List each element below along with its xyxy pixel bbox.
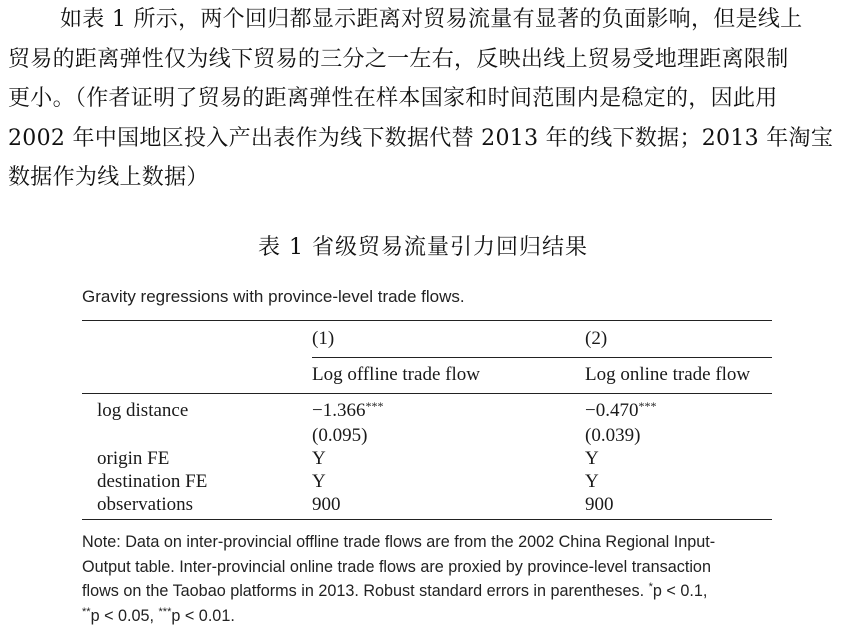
note-line: Output table. Inter-provincial online trade flows are proxied by province-level transaction — [82, 557, 711, 576]
note-line — [82, 579, 782, 604]
column-header-1: Log offline trade flow — [312, 364, 480, 385]
coefficient-value: −0.470 — [585, 400, 639, 421]
significance-marker: ** — [82, 605, 91, 618]
column-header-2: Log online trade flow — [585, 364, 751, 385]
standard-error: (0.095) — [312, 425, 368, 446]
column-header-rule — [312, 357, 772, 358]
body-paragraph — [8, 0, 842, 198]
paragraph-line: 如表 1 所示，两个回归都显示距离对贸易流量有显著的负面影响，但是线上 — [60, 7, 803, 32]
paragraph-line: 更小。（作者证明了贸易的距离弹性在样本国家和时间范围内是稳定的，因此用 — [8, 86, 778, 111]
row-label: log distance — [97, 400, 189, 421]
note-text: p < 0.05, — [90, 606, 159, 625]
table-cell: Y — [312, 448, 326, 469]
table-cell: Y — [312, 471, 326, 492]
coefficient-value: −1.366 — [312, 400, 366, 421]
paragraph-line: 贸易的距离弹性仅为线下贸易的三分之一左右，反映出线上贸易受地理距离限制 — [8, 46, 789, 72]
row-label: origin FE — [97, 448, 170, 469]
header-bottom-rule — [82, 393, 772, 394]
paragraph-line: 数据作为线上数据） — [8, 165, 209, 190]
table-cell — [585, 400, 656, 422]
significance-marker: * — [648, 581, 653, 593]
row-label: observations — [97, 494, 194, 515]
row-label: destination FE — [97, 471, 208, 492]
note-line: Note: Data on inter-provincial offline trade flows are from the 2002 China Regional Input- — [82, 533, 716, 551]
column-number-2: (2) — [585, 328, 608, 349]
table-cell: 900 — [585, 494, 614, 515]
column-number-1: (1) — [312, 328, 335, 349]
table-cell: Y — [585, 471, 599, 492]
note-text: flows on the Taobao platforms in 2013. Robust standard errors in parentheses. — [82, 582, 649, 600]
significance-stars: *** — [365, 399, 384, 413]
note-line — [82, 604, 782, 629]
paragraph-line: 2002 年中国地区投入产出表作为线下数据代替 2013 年的线下数据；2013 年淘宝 — [8, 125, 834, 151]
table-top-rule — [82, 320, 772, 321]
table-note — [82, 530, 782, 628]
significance-marker: *** — [158, 605, 172, 618]
standard-error: (0.039) — [585, 425, 641, 446]
table-cell — [312, 400, 383, 422]
table-caption: 表 1 省级贸易流量引力回归结果 — [258, 235, 588, 260]
table-bottom-rule — [82, 519, 772, 520]
note-text: p < 0.01. — [171, 606, 235, 625]
note-text: p < 0.1, — [652, 582, 708, 600]
table-cell: 900 — [312, 494, 341, 515]
table-cell: Y — [585, 448, 599, 469]
significance-stars: *** — [638, 399, 657, 413]
table-title: Gravity regressions with province-level trade flows. — [82, 287, 465, 306]
